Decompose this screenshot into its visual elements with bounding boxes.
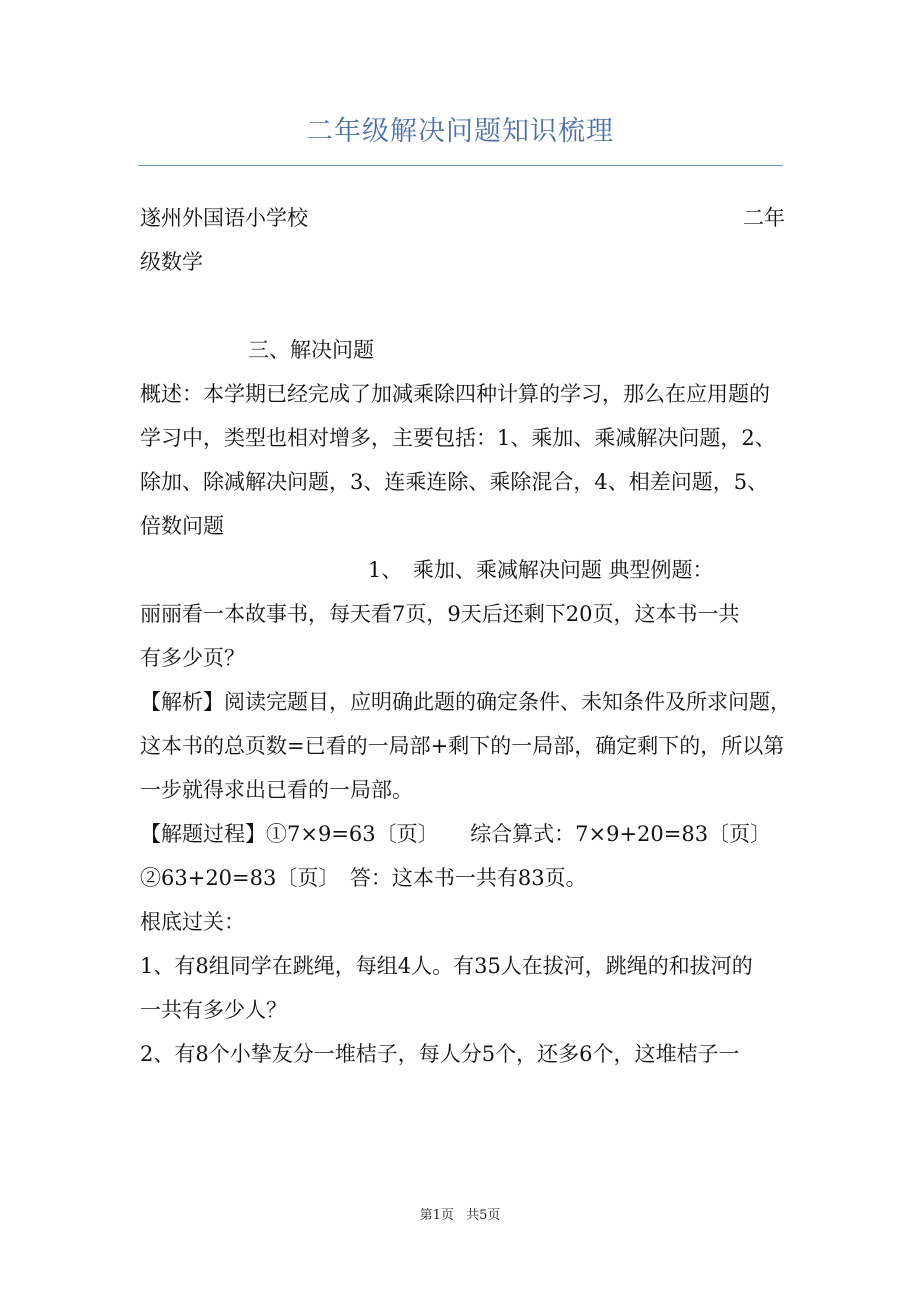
practice-line: 一共有多少人？ xyxy=(140,998,287,1022)
grade-subject: 级数学 xyxy=(140,250,203,274)
overview-line: 概述：本学期已经完成了加减乘除四种计算的学习，那么在应用题的 xyxy=(140,382,770,406)
example-line: 有多少页？ xyxy=(140,646,245,670)
analysis-line: 一步就得求出已看的一局部。 xyxy=(140,778,413,802)
example-line: 丽丽看一本故事书，每天看7页，9天后还剩下20页，这本书一共 xyxy=(140,602,740,626)
spacer xyxy=(140,284,785,328)
school-line xyxy=(140,196,785,240)
overview-line: 除加、除减解决问题，3、连乘连除、乘除混合，4、相差问题，5、 xyxy=(140,470,769,494)
page-number: 第1页 xyxy=(419,1208,454,1223)
solution-line: 【解题过程】①7×9=63〔页〕 综合算式：7×9+20=83〔页〕 xyxy=(140,822,772,846)
analysis-line: 【解析】阅读完题目，应明确此题的确定条件、未知条件及所求问题， xyxy=(140,690,791,714)
grade-prefix: 二年 xyxy=(743,206,785,230)
page-total: 共5页 xyxy=(466,1208,501,1223)
title-divider xyxy=(138,165,783,166)
school-name: 遂州外国语小学校 xyxy=(140,206,308,230)
analysis-line: 这本书的总页数=已看的一局部+剩下的一局部，确定剩下的，所以第 xyxy=(140,734,785,758)
solution-line: ②63+20=83〔页〕 答：这本书一共有83页。 xyxy=(140,866,587,890)
document-body xyxy=(140,196,791,1076)
subsection-heading: 1、 乘加、乘减解决问题 典型例题： xyxy=(368,558,714,582)
practice-heading: 根底过关： xyxy=(140,910,245,934)
overview-line: 学习中，类型也相对增多，主要包括：1、乘加、乘减解决问题，2、 xyxy=(140,426,776,450)
section-heading: 三、解决问题 xyxy=(248,338,374,362)
document-title: 二年级解决问题知识梳理 xyxy=(306,116,614,147)
page-footer xyxy=(0,1206,920,1226)
practice-line: 2、有8个小挚友分一堆桔子，每人分5个，还多6个，这堆桔子一 xyxy=(140,1042,740,1066)
overview-line: 倍数问题 xyxy=(140,514,224,538)
practice-line: 1、有8组同学在跳绳，每组4人。有35人在拔河，跳绳的和拔河的 xyxy=(140,954,753,978)
